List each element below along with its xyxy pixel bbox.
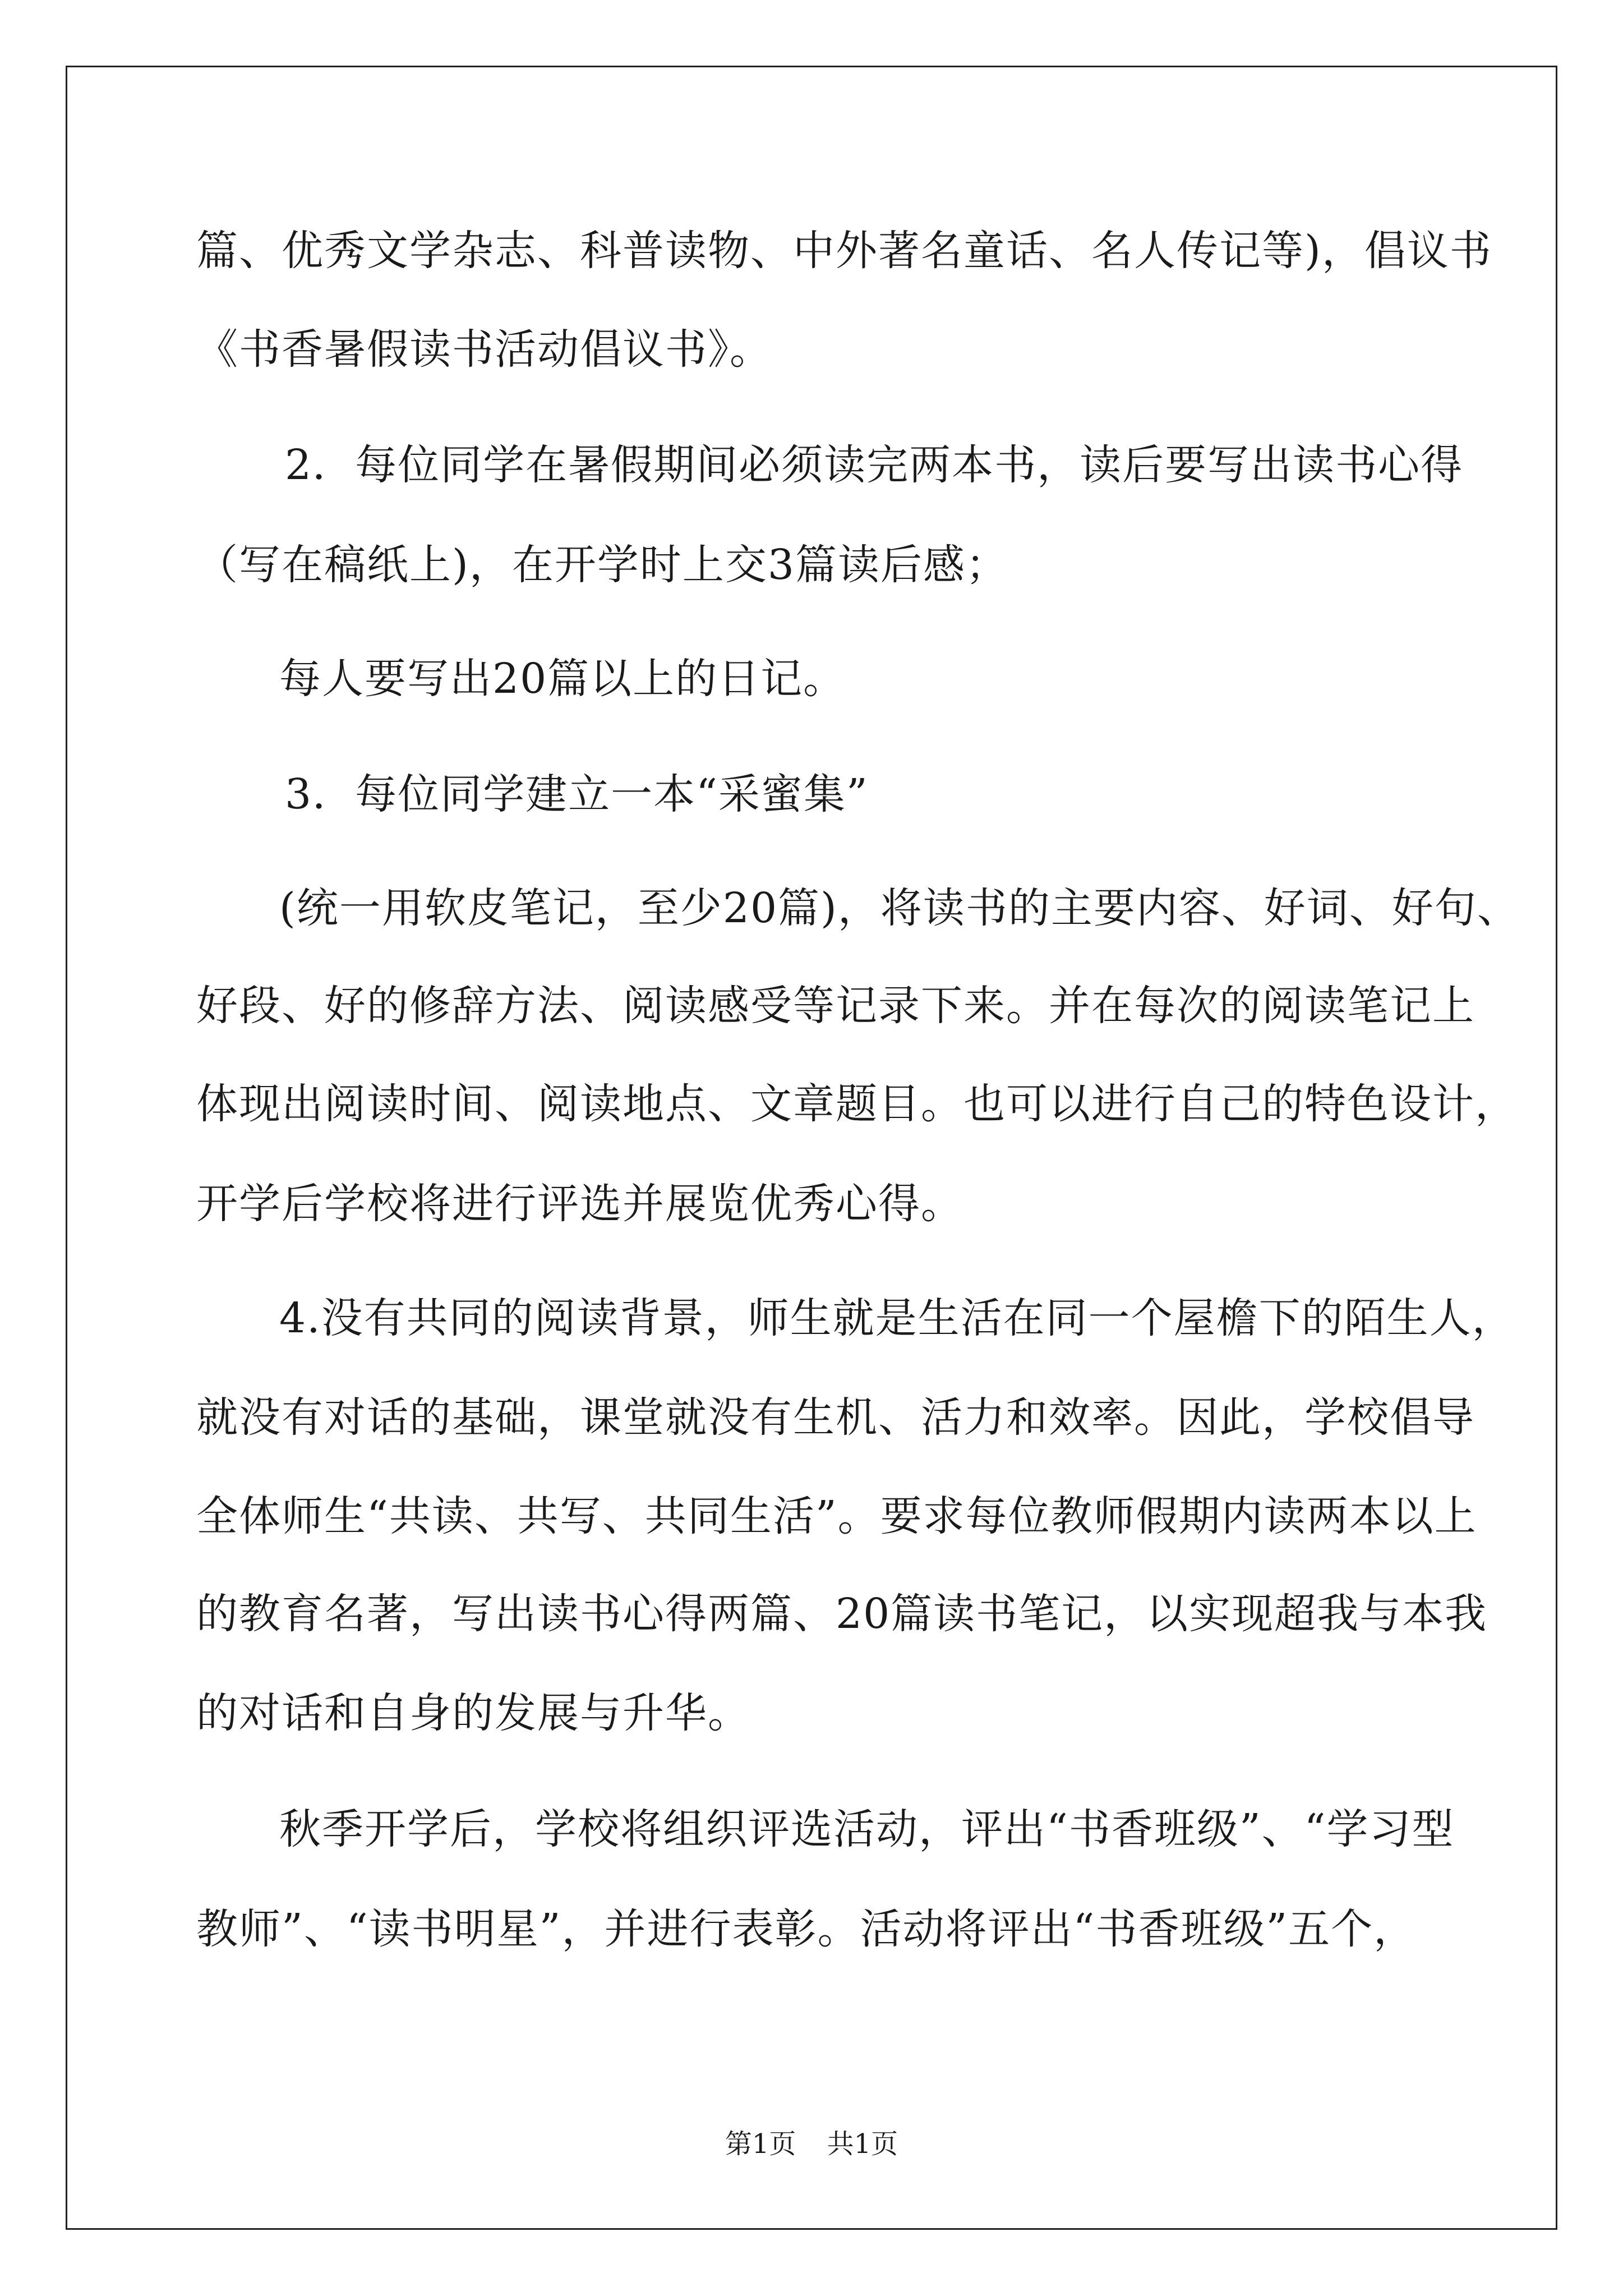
text-line: 的对话和自身的发展与升华。	[196, 1689, 750, 1737]
page-footer	[0, 2127, 1623, 2161]
text-line: 《书香暑假读书活动倡议书》。	[196, 325, 772, 374]
text-line: 就没有对话的基础，课堂就没有生机、活力和效率。因此，学校倡导	[196, 1393, 1475, 1442]
text-line: 全体师生“共读、共写、共同生活”。要求每位教师假期内读两本以上	[196, 1492, 1477, 1540]
text-line: 体现出阅读时间、阅读地点、文章题目。也可以进行自己的特色设计，	[196, 1080, 1518, 1128]
text-line: 教师”、“读书明星”，并进行表彰。活动将评出“书香班级”五个，	[196, 1905, 1417, 1953]
text-line: (统一用软皮笔记，至少20篇)，将读书的主要内容、好词、好句、	[279, 884, 1520, 932]
text-line: （写在稿纸上)，在开学时上交3篇读后感；	[196, 541, 1008, 589]
text-line: 每人要写出20篇以上的日记。	[279, 655, 846, 703]
page-total: 共1页	[827, 2128, 898, 2160]
text-line: 3．每位同学建立一本“采蜜集”	[285, 770, 869, 818]
text-line: 2．每位同学在暑假期间必须读完两本书，读后要写出读书心得	[285, 441, 1464, 489]
text-line: 的教育名著，写出读书心得两篇、20篇读书笔记，以实现超我与本我	[196, 1590, 1488, 1638]
page-number: 第1页	[725, 2128, 796, 2160]
text-line: 好段、好的修辞方法、阅读感受等记录下来。并在每次的阅读笔记上	[196, 982, 1475, 1030]
text-line: 4.没有共同的阅读背景，师生就是生活在同一个屋檐下的陌生人，	[279, 1294, 1515, 1342]
text-line: 秋季开学后，学校将组织评选活动，评出“书香班级”、“学习型	[279, 1805, 1455, 1853]
text-line: 篇、优秀文学杂志、科普读物、中外著名童话、名人传记等)，倡议书	[196, 227, 1492, 275]
text-line: 开学后学校将进行评选并展览优秀心得。	[196, 1180, 963, 1228]
